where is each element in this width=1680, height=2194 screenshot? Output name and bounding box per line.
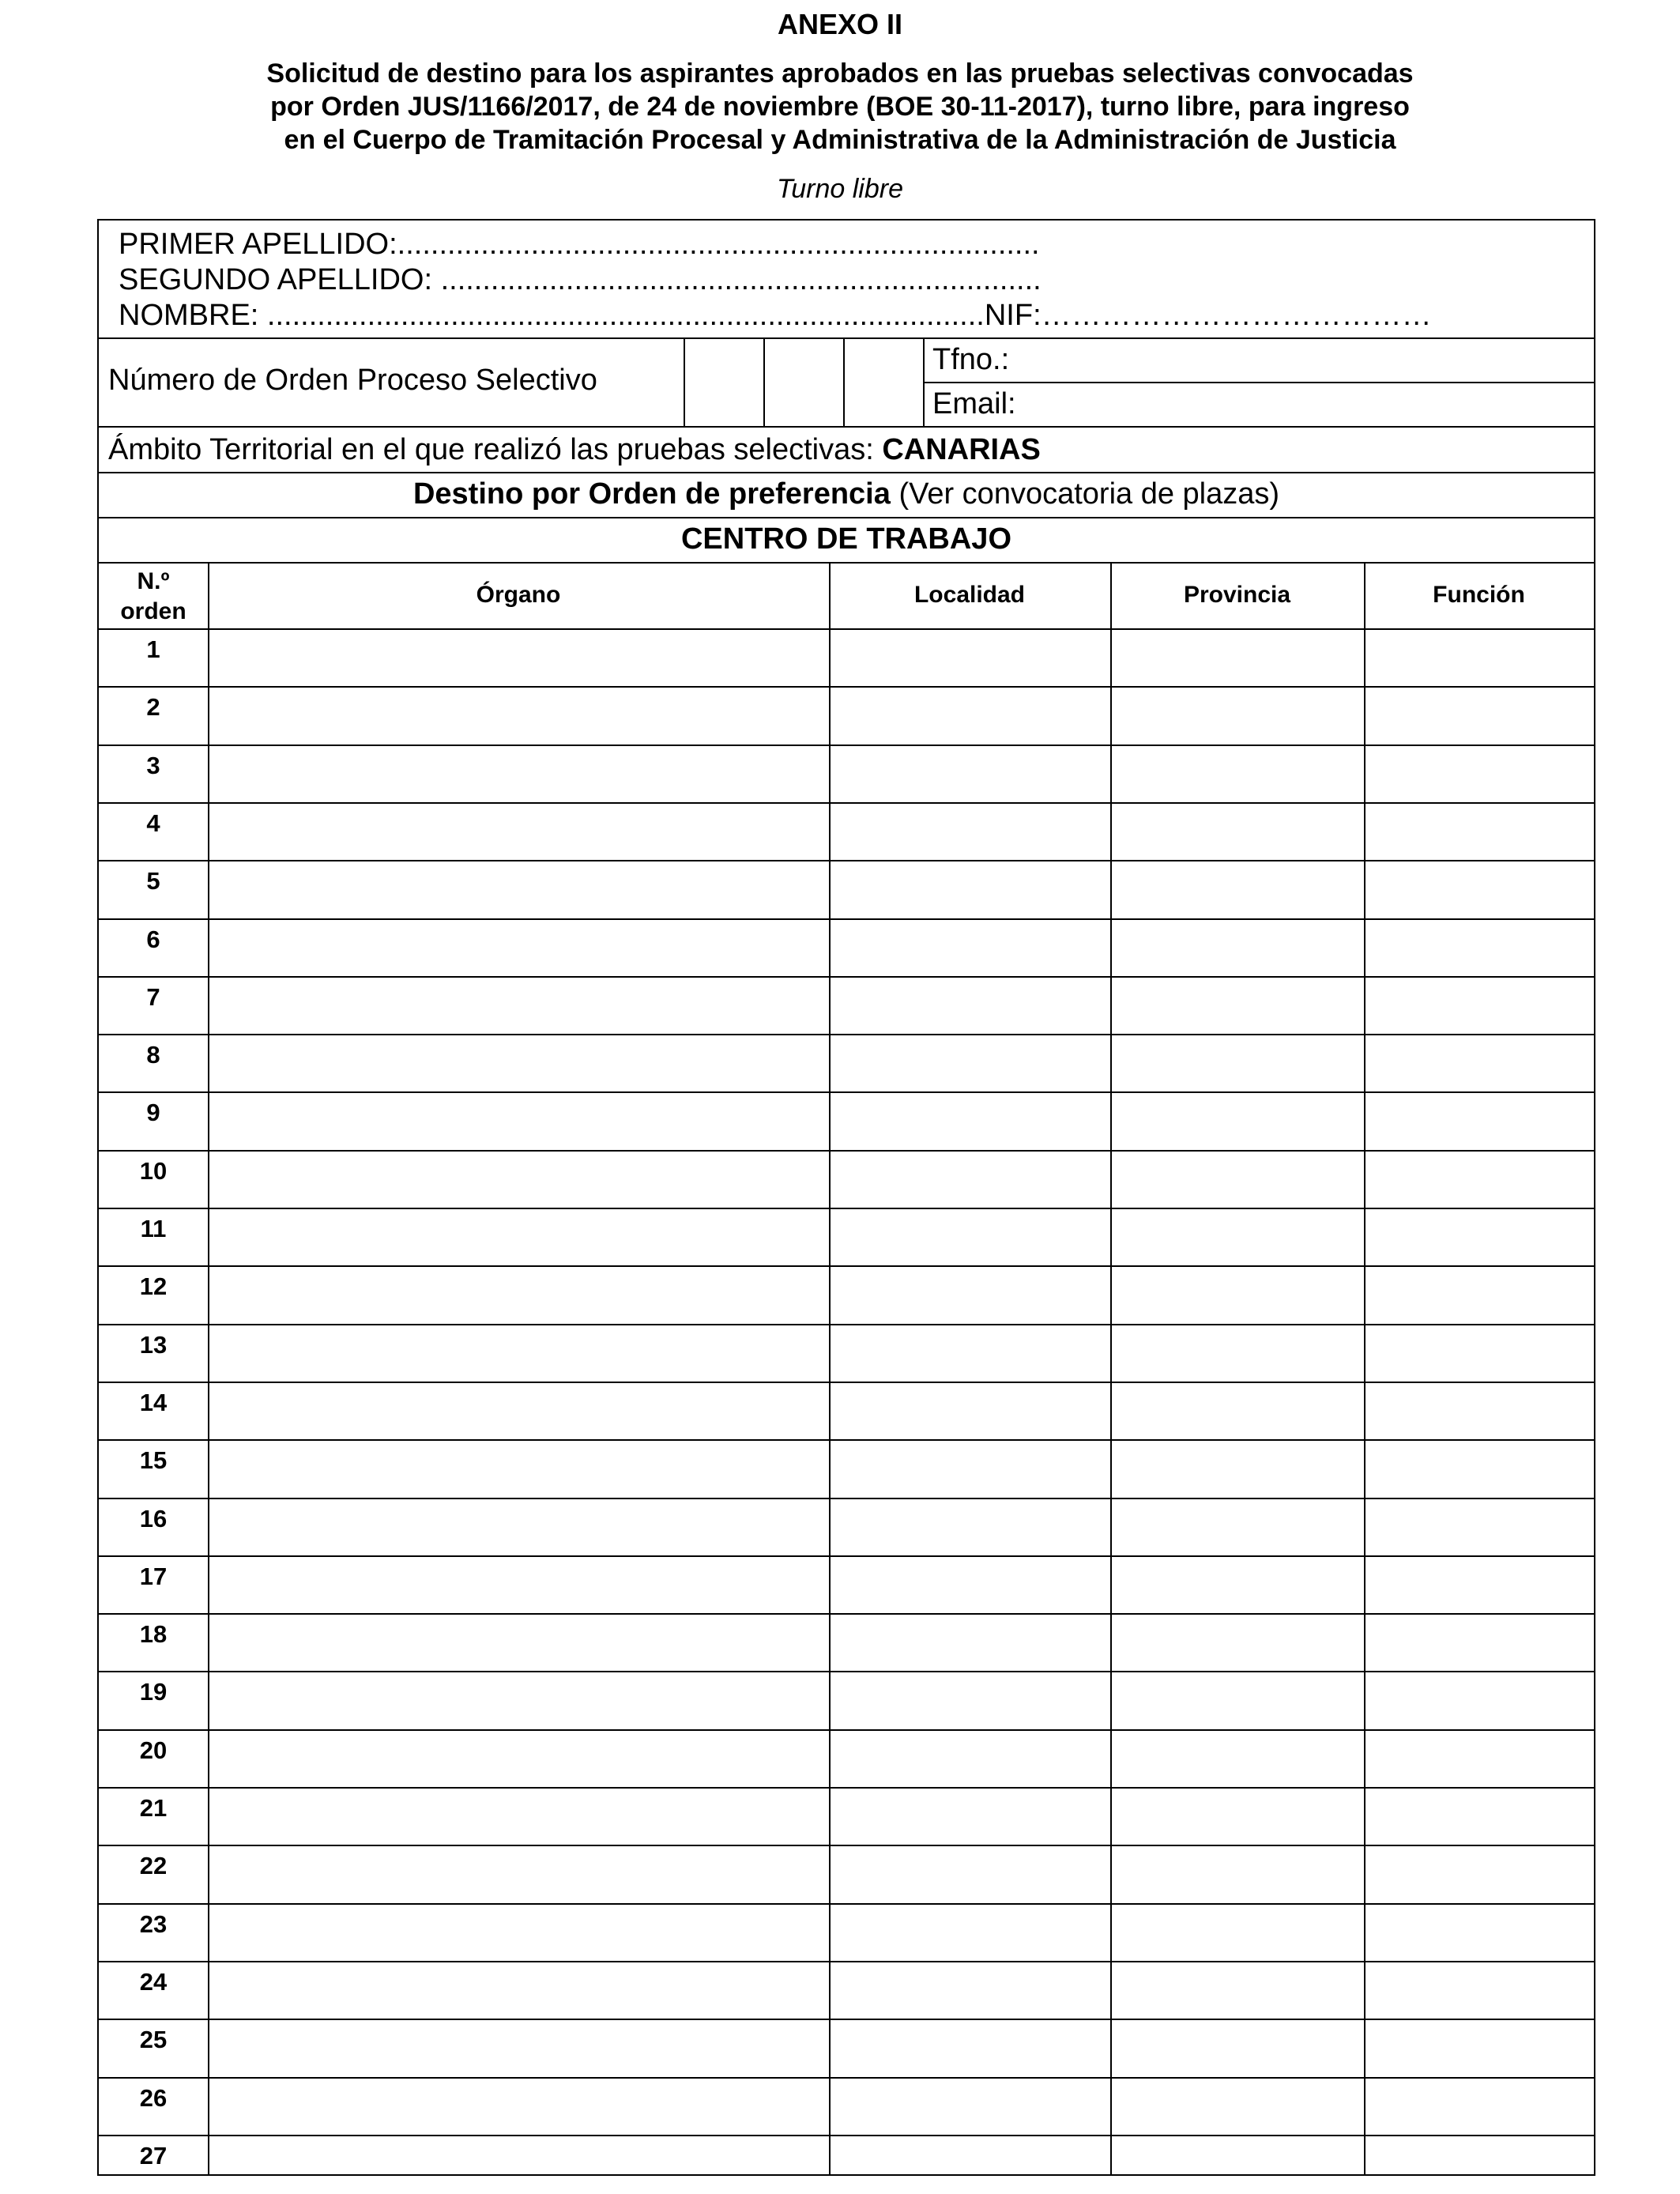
provincia-cell[interactable] (1112, 1441, 1364, 1497)
provincia-cell[interactable] (1112, 1152, 1364, 1208)
localidad-cell[interactable] (831, 688, 1110, 744)
organo-cell[interactable] (209, 2020, 829, 2076)
row-number: 24 (139, 1967, 168, 1996)
localidad-cell[interactable] (831, 804, 1110, 860)
col-header-n-orden-line1: N.º (137, 568, 170, 594)
funcion-cell[interactable] (1365, 1557, 1594, 1613)
provincia-cell[interactable] (1112, 804, 1364, 860)
funcion-cell[interactable] (1365, 630, 1594, 686)
provincia-cell[interactable] (1112, 1731, 1364, 1787)
funcion-cell[interactable] (1365, 1672, 1594, 1728)
numero-orden-label: Número de Orden Proceso Selectivo (108, 364, 597, 397)
localidad-cell[interactable] (831, 630, 1110, 686)
localidad-cell[interactable] (831, 1267, 1110, 1323)
localidad-cell[interactable] (831, 1905, 1110, 1961)
provincia-cell[interactable] (1112, 978, 1364, 1034)
funcion-cell[interactable] (1365, 1093, 1594, 1149)
row-number: 5 (146, 867, 160, 895)
provincia-cell[interactable] (1112, 1383, 1364, 1439)
organo-cell[interactable] (209, 1441, 829, 1497)
row-number: 25 (139, 2026, 168, 2054)
organo-cell[interactable] (209, 1152, 829, 1208)
row-number: 3 (146, 751, 160, 779)
document-subtitle (0, 57, 1680, 156)
provincia-cell[interactable] (1112, 2136, 1364, 2192)
provincia-cell[interactable] (1112, 2079, 1364, 2135)
col-header-localidad: Localidad (913, 582, 1026, 608)
funcion-cell[interactable] (1365, 1441, 1594, 1497)
localidad-cell[interactable] (831, 1962, 1110, 2019)
organo-cell[interactable] (209, 1615, 829, 1671)
organo-cell[interactable] (209, 804, 829, 860)
col-header-n-orden (99, 567, 208, 627)
divider (99, 517, 1594, 518)
localidad-cell[interactable] (831, 1615, 1110, 1671)
localidad-cell[interactable] (831, 2079, 1110, 2135)
organo-cell[interactable] (209, 861, 829, 918)
divider (99, 472, 1594, 473)
provincia-cell[interactable] (1112, 688, 1364, 744)
organo-cell[interactable] (209, 1905, 829, 1961)
numero-orden-digit-box[interactable] (685, 339, 763, 426)
funcion-cell[interactable] (1365, 1731, 1594, 1787)
col-header-provincia: Provincia (1183, 582, 1291, 608)
provincia-cell[interactable] (1112, 1846, 1364, 1902)
organo-cell[interactable] (209, 630, 829, 686)
row-number: 18 (139, 1620, 168, 1649)
localidad-cell[interactable] (831, 1152, 1110, 1208)
organo-cell[interactable] (209, 746, 829, 802)
provincia-cell[interactable] (1112, 1209, 1364, 1265)
subtitle-line: Solicitud de destino para los aspirantes aprobados en las pruebas selectivas convocadas (266, 58, 1414, 89)
localidad-cell[interactable] (831, 1441, 1110, 1497)
organo-cell[interactable] (209, 1557, 829, 1613)
organo-cell[interactable] (209, 1499, 829, 1555)
row-number: 2 (146, 693, 160, 722)
annex-title: ANEXO II (777, 8, 903, 40)
provincia-cell[interactable] (1112, 1905, 1364, 1961)
localidad-cell[interactable] (831, 1789, 1110, 1845)
organo-cell[interactable] (209, 2079, 829, 2135)
col-header-organo: Órgano (476, 582, 561, 608)
provincia-cell[interactable] (1112, 1267, 1364, 1323)
funcion-cell[interactable] (1365, 1905, 1594, 1961)
provincia-cell[interactable] (1112, 1672, 1364, 1728)
row-number: 15 (139, 1446, 168, 1475)
funcion-cell[interactable] (1365, 861, 1594, 918)
organo-cell[interactable] (209, 1035, 829, 1091)
organo-cell[interactable] (209, 1789, 829, 1845)
row-number: 13 (139, 1330, 168, 1359)
numero-orden-digit-box[interactable] (845, 339, 923, 426)
organo-cell[interactable] (209, 1209, 829, 1265)
funcion-cell[interactable] (1365, 1615, 1594, 1671)
ambito-territorial (108, 432, 1041, 467)
organo-cell[interactable] (209, 1731, 829, 1787)
row-number: 12 (139, 1272, 168, 1301)
ambito-value: CANARIAS (882, 433, 1041, 466)
row-number: 11 (140, 1215, 167, 1242)
row-number: 4 (146, 809, 160, 837)
row-number: 17 (139, 1562, 168, 1590)
segundo-apellido-field[interactable]: SEGUNDO APELLIDO: ........................................................................ (119, 263, 1042, 296)
funcion-cell[interactable] (1365, 2079, 1594, 2135)
row-number: 19 (139, 1678, 168, 1706)
localidad-cell[interactable] (831, 1557, 1110, 1613)
organo-cell[interactable] (209, 920, 829, 976)
funcion-cell[interactable] (1365, 1499, 1594, 1555)
destino-bold: Destino por Orden de preferencia (412, 477, 891, 511)
col-header-n-orden-line2: orden (120, 598, 186, 624)
tfno-field[interactable]: Tfno.: (932, 343, 1010, 376)
divider (923, 382, 1594, 383)
localidad-cell[interactable] (831, 1672, 1110, 1728)
funcion-cell[interactable] (1365, 2136, 1594, 2192)
row-number: 10 (139, 1156, 168, 1185)
destino-note: (Ver convocatoria de plazas) (898, 477, 1280, 511)
funcion-cell[interactable] (1365, 1325, 1594, 1382)
localidad-cell[interactable] (831, 978, 1110, 1034)
funcion-cell[interactable] (1365, 688, 1594, 744)
provincia-cell[interactable] (1112, 861, 1364, 918)
ambito-label: Ámbito Territorial en el que realizó las pruebas selectivas: (108, 433, 874, 466)
provincia-cell[interactable] (1112, 1615, 1364, 1671)
provincia-cell[interactable] (1112, 1557, 1364, 1613)
row-number: 6 (146, 925, 160, 953)
funcion-cell[interactable] (1365, 1789, 1594, 1845)
provincia-cell[interactable] (1112, 1325, 1364, 1382)
organo-cell[interactable] (209, 1846, 829, 1902)
email-field[interactable]: Email: (932, 387, 1016, 420)
row-number: 16 (139, 1504, 168, 1532)
col-header-funcion: Función (1433, 582, 1525, 608)
row-number: 26 (139, 2083, 168, 2112)
provincia-cell[interactable] (1112, 1962, 1364, 2019)
row-number: 21 (139, 1794, 168, 1822)
turno-label: Turno libre (777, 174, 903, 204)
destino-heading (99, 477, 1594, 511)
localidad-cell[interactable] (831, 2136, 1110, 2192)
funcion-cell[interactable] (1365, 1152, 1594, 1208)
centro-trabajo-title: CENTRO DE TRABAJO (680, 522, 1012, 556)
localidad-cell[interactable] (831, 746, 1110, 802)
provincia-cell[interactable] (1112, 1093, 1364, 1149)
subtitle-line: por Orden JUS/1166/2017, de 24 de noviembre (BOE 30-11-2017), turno libre, para ingreso (270, 92, 1410, 122)
organo-cell[interactable] (209, 1093, 829, 1149)
funcion-cell[interactable] (1365, 978, 1594, 1034)
funcion-cell[interactable] (1365, 746, 1594, 802)
funcion-cell[interactable] (1365, 1962, 1594, 2019)
row-number: 27 (139, 2141, 168, 2169)
localidad-cell[interactable] (831, 1035, 1110, 1091)
provincia-cell[interactable] (1112, 920, 1364, 976)
row-number: 1 (146, 635, 160, 663)
funcion-cell[interactable] (1365, 2020, 1594, 2076)
nombre-nif-field[interactable]: NOMBRE: ......................................................................................NIF:………………………………… (119, 299, 1432, 332)
localidad-cell[interactable] (831, 1499, 1110, 1555)
funcion-cell[interactable] (1365, 804, 1594, 860)
organo-cell[interactable] (209, 1962, 829, 2019)
organo-cell[interactable] (209, 1383, 829, 1439)
localidad-cell[interactable] (831, 861, 1110, 918)
row-number: 22 (139, 1852, 168, 1880)
localidad-cell[interactable] (831, 1093, 1110, 1149)
provincia-cell[interactable] (1112, 630, 1364, 686)
localidad-cell[interactable] (831, 1731, 1110, 1787)
organo-cell[interactable] (209, 1325, 829, 1382)
funcion-cell[interactable] (1365, 920, 1594, 976)
organo-cell[interactable] (209, 1267, 829, 1323)
divider (99, 426, 1594, 428)
funcion-cell[interactable] (1365, 1267, 1594, 1323)
localidad-cell[interactable] (831, 920, 1110, 976)
row-number: 8 (146, 1041, 160, 1069)
funcion-cell[interactable] (1365, 1383, 1594, 1439)
organo-cell[interactable] (209, 978, 829, 1034)
provincia-cell[interactable] (1112, 2020, 1364, 2076)
numero-orden-digit-box[interactable] (765, 339, 843, 426)
application-form (97, 219, 1595, 2176)
provincia-cell[interactable] (1112, 1789, 1364, 1845)
localidad-cell[interactable] (831, 1846, 1110, 1902)
localidad-cell[interactable] (831, 1383, 1110, 1439)
funcion-cell[interactable] (1365, 1035, 1594, 1091)
localidad-cell[interactable] (831, 1325, 1110, 1382)
row-number: 23 (139, 1909, 168, 1938)
localidad-cell[interactable] (831, 1209, 1110, 1265)
subtitle-line: en el Cuerpo de Tramitación Procesal y Administrativa de la Administración de Justicia (284, 125, 1396, 155)
organo-cell[interactable] (209, 1672, 829, 1728)
row-number: 14 (139, 1388, 168, 1416)
organo-cell[interactable] (209, 2136, 829, 2192)
row-number: 20 (139, 1736, 168, 1764)
row-number: 9 (146, 1099, 160, 1127)
provincia-cell[interactable] (1112, 1499, 1364, 1555)
row-number: 7 (146, 982, 160, 1011)
funcion-cell[interactable] (1365, 1209, 1594, 1265)
organo-cell[interactable] (209, 688, 829, 744)
provincia-cell[interactable] (1112, 746, 1364, 802)
primer-apellido-field[interactable]: PRIMER APELLIDO:............................................................................. (119, 228, 1040, 261)
provincia-cell[interactable] (1112, 1035, 1364, 1091)
localidad-cell[interactable] (831, 2020, 1110, 2076)
funcion-cell[interactable] (1365, 1846, 1594, 1902)
